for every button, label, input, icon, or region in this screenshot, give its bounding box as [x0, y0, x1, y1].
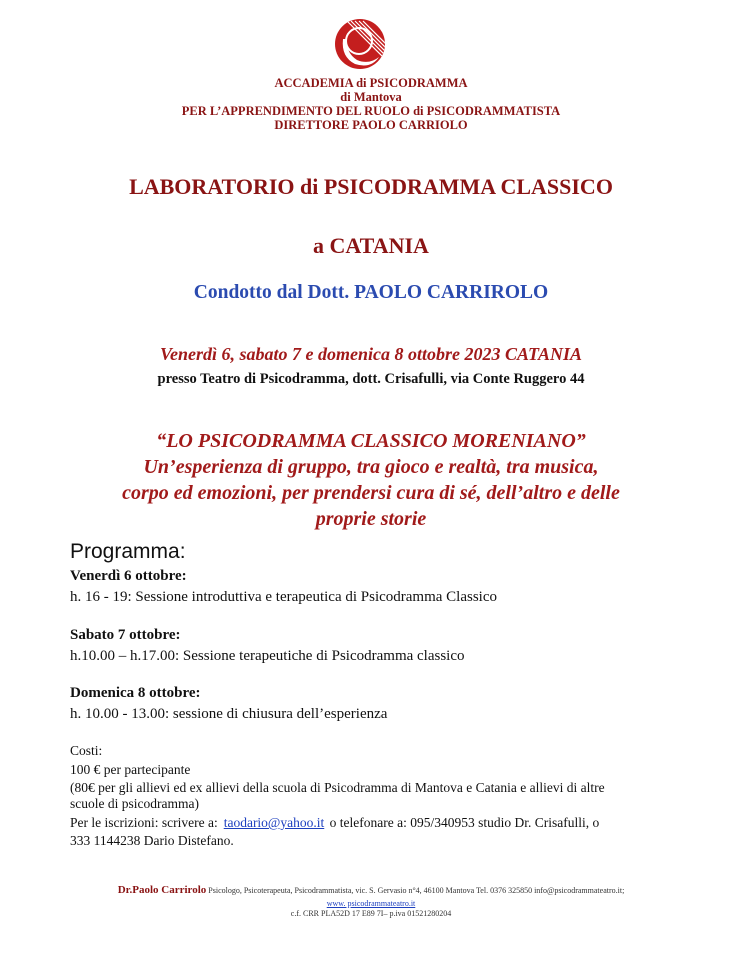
costs-label: Costi:	[70, 743, 103, 758]
signup-prefix: Per le iscrizioni: scrivere a:	[70, 815, 218, 830]
academy-subtitle: PER L’APPRENDIMENTO DEL RUOLO di PSICODRAMMATISTA	[181, 104, 561, 118]
email-link[interactable]: taodario@yahoo.it	[223, 815, 325, 830]
program-day: Domenica 8 ottobre:	[70, 685, 201, 701]
program-heading: Programma:	[70, 540, 186, 563]
quote-title: “LO PSICODRAMMA CLASSICO MORENIANO”	[156, 430, 586, 452]
page-title: LABORATORIO di PSICODRAMMA CLASSICO	[129, 174, 613, 199]
footer-details: Psicologo, Psicoterapeuta, Psicodrammatista, vic. S. Gervasio n°4, 46100 Mantova Tel. 0376 325850 info@psicodrammateatro.it;	[208, 886, 625, 895]
program-session: h. 10.00 - 13.00: sessione di chiusura dell’esperienza	[70, 706, 388, 722]
quote-line: corpo ed emozioni, per prendersi cura di sé, dell’altro e delle	[122, 482, 620, 504]
program-day: Sabato 7 ottobre:	[70, 627, 181, 643]
costs-price: 100 € per partecipante	[70, 762, 191, 777]
costs-reduced: (80€ per gli allievi ed ex allievi della scuola di Psicodramma di Mantova e Catania e allievi di altre	[70, 780, 605, 795]
footer-tax: c.f. CRR PLA52D 17 E89 7I– p.iva 01521280204	[290, 909, 452, 918]
phone-line: 333 1144238 Dario Distefano.	[70, 833, 234, 848]
conductor-line: Condotto dal Dott. PAOLO CARRIROLO	[193, 282, 549, 303]
footer-website[interactable]: www. psicodrammateatro.it	[326, 899, 416, 908]
academy-logo-icon	[333, 17, 387, 71]
program-session: h.10.00 – h.17.00: Sessione terapeutiche di Psicodramma classico	[70, 648, 465, 664]
program-session: h. 16 - 19: Sessione introduttiva e terapeutica di Psicodramma Classico	[70, 589, 497, 605]
academy-director: DIRETTORE PAOLO CARRIOLO	[274, 118, 468, 132]
quote-line: Un’esperienza di gruppo, tra gioco e realtà, tra musica,	[143, 456, 599, 478]
footer-name: Dr.Paolo Carrirolo	[117, 884, 207, 896]
academy-name: ACCADEMIA di PSICODRAMMA	[274, 76, 468, 90]
academy-city: di Mantova	[340, 90, 402, 104]
quote-line: proprie storie	[315, 508, 427, 530]
costs-reduced-cont: scuole di psicodramma)	[70, 796, 199, 811]
event-venue: presso Teatro di Psicodramma, dott. Crisafulli, via Conte Ruggero 44	[157, 371, 585, 387]
event-city: a CATANIA	[313, 233, 429, 258]
program-day: Venerdì 6 ottobre:	[70, 568, 187, 584]
signup-line	[70, 815, 690, 831]
footer-line	[0, 884, 742, 896]
event-dates: Venerdì 6, sabato 7 e domenica 8 ottobre 2023 CATANIA	[159, 344, 583, 364]
signup-suffix: o telefonare a: 095/340953 studio Dr. Crisafulli, o	[329, 815, 600, 830]
